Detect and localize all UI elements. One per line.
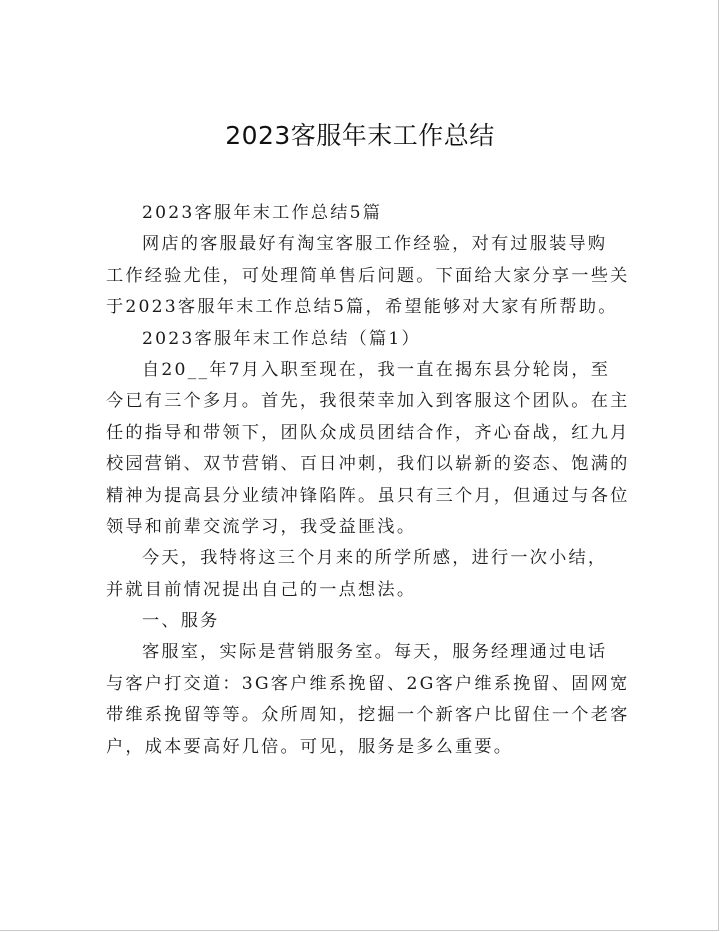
section-heading: 一、服务 (142, 611, 220, 632)
paragraph-line: 今已有三个多月。首先，我很荣幸加入到客服这个团队。在主 (106, 391, 630, 412)
paragraph-line: 与客户打交道：3G客户维系挽留、2G客户维系挽留、固网宽 (106, 673, 630, 694)
paragraph-line: 带维系挽留等等。众所周知，挖掘一个新客户比留住一个老客 (106, 705, 630, 726)
paragraph-line: 户，成本要高好几倍。可见，服务是多么重要。 (106, 736, 514, 757)
paragraph-line: 工作经验尤佳，可处理简单售后问题。下面给大家分享一些关 (106, 265, 630, 286)
paragraph-line: 并就目前情况提出自己的一点想法。 (106, 579, 417, 600)
paragraph-line: 网店的客服最好有淘宝客服工作经验，对有过服装导购 (142, 234, 608, 255)
paragraph-line: 校园营销、双节营销、百日冲刺，我们以崭新的姿态、饱满的 (106, 454, 630, 475)
paragraph-line: 于2023客服年末工作总结5篇，希望能够对大家有所帮助。 (106, 297, 618, 318)
paragraph-line: 2023客服年末工作总结（篇1） (142, 328, 421, 349)
document-body (106, 198, 630, 763)
paragraph-line: 精神为提高县分业绩冲锋陷阵。虽只有三个月，但通过与各位 (106, 485, 630, 506)
paragraph-line: 自20__年7月入职至现在，我一直在揭东县分轮岗，至 (142, 359, 611, 380)
paragraph-line: 任的指导和带领下，团队众成员团结合作，齐心奋战，红九月 (106, 422, 630, 443)
paragraph-line: 客服室，实际是营销服务室。每天，服务经理通过电话 (142, 642, 608, 663)
paragraph-line: 今天，我特将这三个月来的所学所感，进行一次小结， (142, 548, 608, 569)
paragraph-line: 领导和前辈交流学习，我受益匪浅。 (106, 516, 417, 537)
document-title: 2023客服年末工作总结 (225, 121, 495, 150)
paragraph-line: 2023客服年末工作总结5篇 (142, 203, 383, 223)
